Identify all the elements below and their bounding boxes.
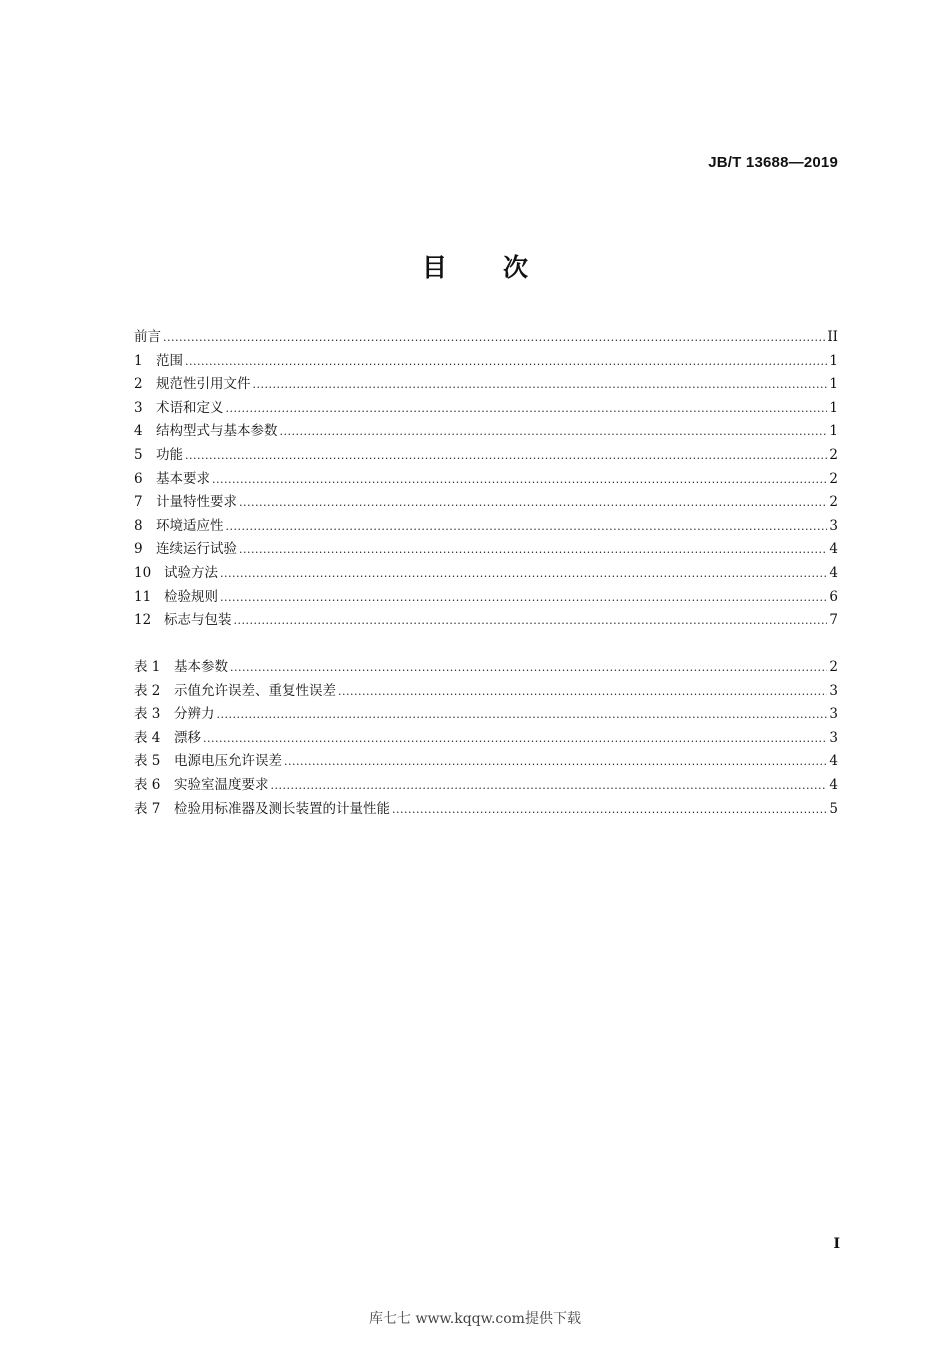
toc-entry[interactable] [134,396,838,420]
toc-entry-page: 3 [829,517,838,534]
toc-entry-page: 4 [829,564,838,581]
table-entry-page: 4 [829,753,838,770]
table-entry-page: 5 [829,800,838,817]
leader-dots [220,565,827,581]
table-entry[interactable] [134,797,838,821]
page-number: I [833,1236,840,1252]
leader-dots [338,683,827,699]
toc-entry[interactable] [134,561,838,585]
toc-entry-label: 结构型式与基本参数 [156,423,278,440]
toc-entry-number: 4 [134,423,143,440]
toc-entry-label: 基本要求 [156,470,210,487]
table-entry-page: 3 [829,682,838,699]
page-title [0,248,950,284]
toc-list [134,325,838,632]
toc-entry[interactable] [134,537,838,561]
toc-entry-number: 3 [134,399,143,416]
leader-dots [284,753,827,769]
toc-entry-label: 计量特性要求 [156,494,237,511]
leader-dots [226,518,828,534]
toc-entry[interactable] [134,443,838,467]
toc-entry-label: 前言 [134,329,161,345]
table-entry-number: 表 6 [134,776,161,793]
table-entry-label: 实验室温度要求 [174,776,269,793]
toc-entry-number: 6 [134,470,143,487]
toc-entry-page: 1 [829,352,838,369]
toc-entry-label: 标志与包装 [164,612,232,629]
title-char-1: 目 [421,253,447,282]
toc-entry-page: 1 [829,423,838,440]
toc-entry-number: 7 [134,494,143,511]
toc-entry-label: 环境适应性 [156,517,224,534]
leader-dots [271,777,828,793]
leader-dots [226,400,828,416]
toc-entry-label: 范围 [156,352,183,369]
toc-entry-label: 试验方法 [164,564,218,581]
toc-entry[interactable] [134,585,838,609]
toc-entry-number: 5 [134,446,143,463]
table-entry[interactable] [134,773,838,797]
toc-entry-label: 规范性引用文件 [156,376,251,393]
leader-dots [220,589,827,605]
toc-entry[interactable] [134,372,838,396]
toc-entry-page: 4 [829,541,838,558]
leader-dots [234,612,828,628]
table-entry[interactable] [134,679,838,703]
table-entry-label: 漂移 [174,729,201,746]
table-entry-number: 表 5 [134,753,161,770]
toc-entry[interactable] [134,608,838,632]
table-entry-label: 基本参数 [174,659,228,675]
toc-entry-page: 2 [829,494,838,511]
toc-entry-page: II [827,329,838,345]
table-entry-label: 检验用标准器及测长装置的计量性能 [174,800,390,817]
table-list [134,655,838,820]
toc-entry[interactable] [134,325,838,349]
toc-entry-page: 1 [829,376,838,393]
leader-dots [185,353,827,369]
toc-entry-number: 10 [134,564,152,581]
table-entry-number: 表 1 [134,659,161,675]
toc-entry[interactable] [134,467,838,491]
toc-entry-number: 1 [134,352,143,369]
toc-entry-number: 9 [134,541,143,558]
leader-dots [212,471,827,487]
toc-entry-label: 功能 [156,446,183,463]
table-entry-number: 表 4 [134,729,161,746]
leader-dots [239,494,827,510]
table-entry-page: 3 [829,729,838,746]
toc-entry-page: 1 [829,399,838,416]
leader-dots [217,706,828,722]
toc-entry-page: 2 [829,470,838,487]
leader-dots [392,801,827,817]
table-entry[interactable] [134,726,838,750]
leader-dots [163,329,825,345]
table-entry[interactable] [134,749,838,773]
toc-entry[interactable] [134,514,838,538]
table-entry-label: 示值允许误差、重复性误差 [174,682,336,699]
toc-entry[interactable] [134,419,838,443]
toc-entry-number: 11 [134,588,152,605]
leader-dots [203,730,827,746]
table-entry-page: 2 [829,659,838,675]
leader-dots [280,423,828,439]
download-footer: 库七七 www.kqqw.com提供下载 [369,1311,581,1327]
table-entry-page: 3 [829,706,838,723]
toc-entry-number: 12 [134,612,152,629]
table-entry-number: 表 2 [134,682,161,699]
leader-dots [230,659,827,675]
title-char-2: 次 [503,253,529,282]
toc-entry-page: 6 [829,588,838,605]
standard-code: JB/T 13688—2019 [708,154,838,171]
table-entry[interactable] [134,702,838,726]
toc-entry-number: 2 [134,376,143,393]
table-entry[interactable] [134,655,838,679]
toc-entry-label: 连续运行试验 [156,541,237,558]
leader-dots [239,541,827,557]
toc-entry[interactable] [134,490,838,514]
leader-dots [253,376,828,392]
toc-entry[interactable] [134,349,838,373]
leader-dots [185,447,827,463]
toc-entry-page: 7 [829,612,838,629]
table-entry-page: 4 [829,776,838,793]
toc-entry-label: 检验规则 [164,588,218,605]
table-entry-number: 表 3 [134,706,161,723]
table-entry-number: 表 7 [134,800,161,817]
toc-entry-number: 8 [134,517,143,534]
table-entry-label: 电源电压允许误差 [174,753,282,770]
toc-entry-page: 2 [829,446,838,463]
table-entry-label: 分辨力 [174,706,215,723]
toc-entry-label: 术语和定义 [156,399,224,416]
